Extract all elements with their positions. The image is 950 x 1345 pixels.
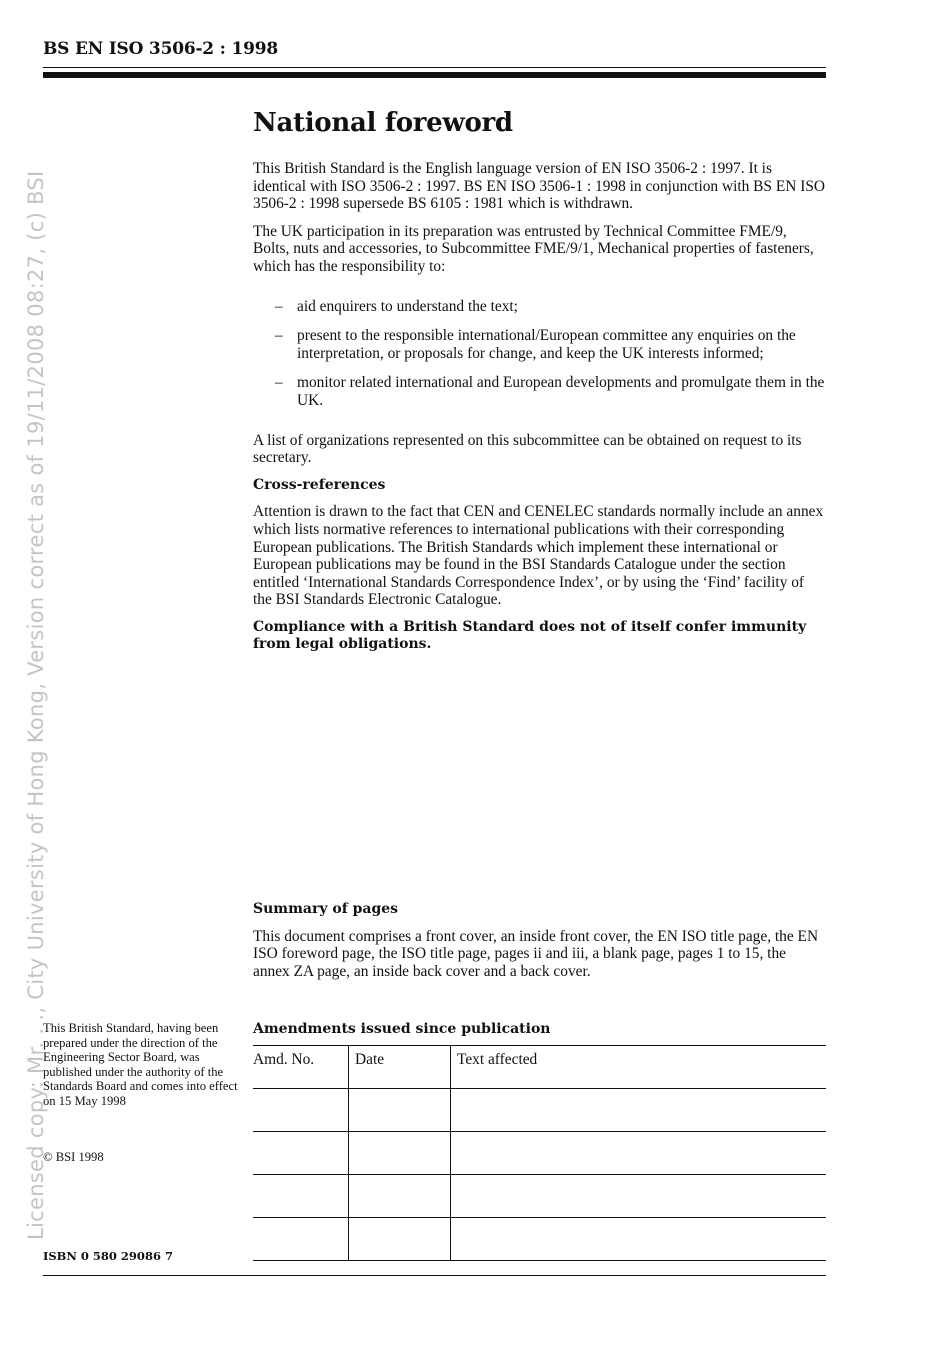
table-cell <box>451 1132 827 1175</box>
column-header-text-affected: Text affected <box>451 1046 827 1089</box>
summary-of-pages-section <box>253 901 826 980</box>
table-cell <box>349 1218 451 1261</box>
cross-references-heading: Cross-references <box>253 476 386 493</box>
list-item-text: aid enquirers to understand the text; <box>297 297 518 315</box>
list-dash: – <box>275 327 283 345</box>
table-cell <box>349 1175 451 1218</box>
list-dash: – <box>275 297 283 315</box>
national-foreword-section <box>253 108 826 654</box>
list-dash: – <box>275 374 283 392</box>
footer-rule <box>43 1275 826 1276</box>
list-item-text: present to the responsible international/European committee any enquiries on the interpretation, or proposals for change, and keep the UK interests informed; <box>297 327 796 362</box>
list-item <box>253 327 826 362</box>
table-row <box>253 1132 826 1175</box>
amendments-title: Amendments issued since publication <box>253 1021 551 1037</box>
foreword-paragraph-2: The UK participation in its preparation was entrusted by Technical Committee FME/9, Bolts, nuts and accessories, to Subcommittee FME/9/1, Mechanical properties of fasteners, which has the responsibility to: <box>253 222 814 275</box>
amendments-table <box>253 1045 826 1261</box>
cross-references-text: Attention is drawn to the fact that CEN and CENELEC standards normally include an annex which lists normative references to international publications with their corresponding European publications. The British Standards which implement these international or European publications may be found in the BSI Standards Catalogue under the section entitled ‘International Standards Correspondence Index’, or by using the ‘Find’ facility of the BSI Standards Electronic Catalogue. <box>253 503 824 609</box>
license-watermark: Licensed copy: Mr. . ., City University of Hong Kong, Version correct as of 19/11/2008 08:27, (c) BSI <box>24 170 48 1240</box>
table-cell <box>253 1218 349 1261</box>
table-cell <box>253 1132 349 1175</box>
list-item <box>253 298 826 316</box>
table-header-row <box>253 1046 826 1089</box>
list-item <box>253 374 826 409</box>
table-row <box>253 1089 826 1132</box>
isbn-number: ISBN 0 580 29086 7 <box>43 1249 173 1263</box>
foreword-paragraph-3: A list of organizations represented on this subcommittee can be obtained on request to its secretary. <box>253 431 802 467</box>
column-header-date: Date <box>349 1046 451 1089</box>
foreword-paragraph-1: This British Standard is the English language version of EN ISO 3506-2 : 1997. It is identical with ISO 3506-2 : 1997. BS EN ISO 3506-1 : 1998 in conjunction with BS EN ISO 3506-2 : 1998 supersede BS 6105 : 1981 which is withdrawn. <box>253 160 826 213</box>
table-row <box>253 1218 826 1261</box>
list-item-text: monitor related international and European developments and promulgate them in the UK. <box>297 374 825 409</box>
header-rule-thin <box>43 67 826 68</box>
publication-note <box>43 1021 238 1108</box>
column-header-amd-no: Amd. No. <box>253 1046 349 1089</box>
header-rule-thick <box>43 72 826 78</box>
table-cell <box>253 1089 349 1132</box>
compliance-statement: Compliance with a British Standard does not of itself confer immunity from legal obligations. <box>253 618 807 653</box>
publication-note-text: This British Standard, having been prepared under the direction of the Engineering Sector Board, was published under the authority of the Standards Board and comes into effect on 15 May 1998 <box>43 1021 238 1108</box>
document-header-title: BS EN ISO 3506-2 : 1998 <box>43 39 278 59</box>
table-row <box>253 1175 826 1218</box>
table-cell <box>451 1218 827 1261</box>
copyright-notice: © BSI 1998 <box>43 1150 104 1164</box>
summary-text: This document comprises a front cover, an inside front cover, the EN ISO title page, the EN ISO foreword page, the ISO title page, pages ii and iii, a blank page, pages 1 to 15, the annex ZA page, an inside back cover and a back cover. <box>253 927 819 980</box>
page-title: National foreword <box>253 108 513 138</box>
summary-heading: Summary of pages <box>253 901 399 917</box>
table-cell <box>349 1132 451 1175</box>
table-cell <box>451 1089 827 1132</box>
responsibility-list <box>253 298 826 410</box>
table-cell <box>349 1089 451 1132</box>
table-cell <box>253 1175 349 1218</box>
table-cell <box>451 1175 827 1218</box>
